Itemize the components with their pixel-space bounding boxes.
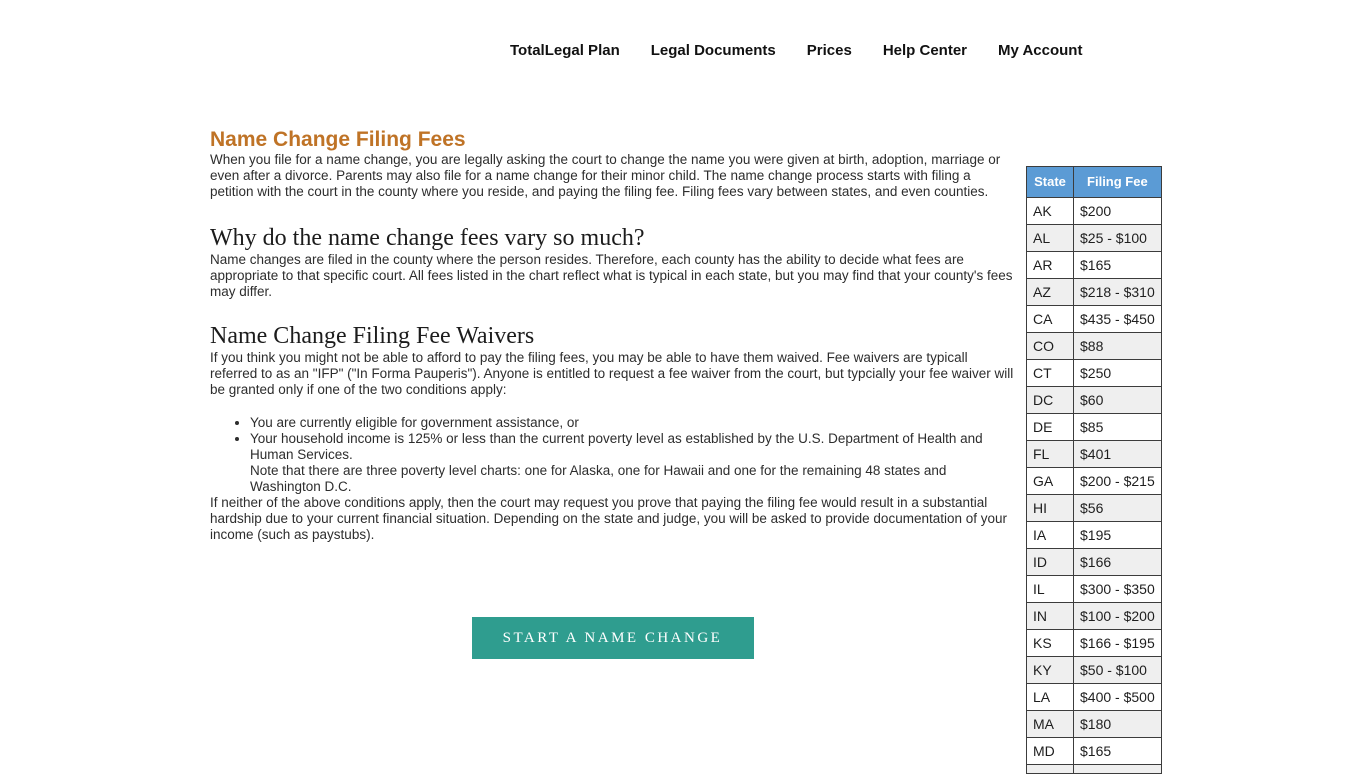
waiver-conditions-list bbox=[210, 415, 1015, 495]
table-row bbox=[1027, 198, 1162, 225]
state-cell: IA bbox=[1027, 522, 1074, 549]
state-cell: IN bbox=[1027, 603, 1074, 630]
fee-cell: $400 - $500 bbox=[1074, 684, 1162, 711]
fee-cell: $165 bbox=[1074, 252, 1162, 279]
filing-fees-table-header bbox=[1027, 167, 1162, 198]
state-cell: AR bbox=[1027, 252, 1074, 279]
table-row bbox=[1027, 360, 1162, 387]
column-header-state: State bbox=[1027, 167, 1074, 198]
table-row bbox=[1027, 387, 1162, 414]
fee-cell: $88 bbox=[1074, 333, 1162, 360]
state-cell: AZ bbox=[1027, 279, 1074, 306]
list-item-text: Your household income is 125% or less than the current poverty level as established by the U.S. Department of Health and Human Services. bbox=[250, 431, 983, 462]
table-row bbox=[1027, 414, 1162, 441]
state-cell: ID bbox=[1027, 549, 1074, 576]
fee-cell bbox=[1074, 765, 1162, 774]
state-cell: KY bbox=[1027, 657, 1074, 684]
fee-cell: $250 bbox=[1074, 360, 1162, 387]
fee-waivers-paragraph: If you think you might not be able to afford to pay the filing fees, you may be able to have them waived. Fee waivers are typicall referred to as an "IFP" ("In Forma Pauperis"). Anyone is entitled to request a fee waiver from the court, but typcially your fee waiver will be granted only if one of the two conditions apply: bbox=[210, 350, 1014, 397]
nav-link-totallegal-plan[interactable]: TotalLegal Plan bbox=[510, 42, 620, 59]
section-heading-fees-vary: Why do the name change fees vary so much? bbox=[210, 225, 645, 251]
closing-paragraph: If neither of the above conditions apply, then the court may request you prove that paying the filing fee would result in a substantial hardship due to your current financial situation. Depending on the state and judge, you will be asked to provide documentation of your income (such as paystubs). bbox=[210, 495, 1008, 542]
fees-vary-paragraph: Name changes are filed in the county where the person resides. Therefore, each county has the ability to decide what fees are appropriate to that specific court. All fees listed in the chart reflect what is typical in each state, but you may find that your county's fees may differ. bbox=[210, 252, 1013, 299]
table-row bbox=[1027, 468, 1162, 495]
state-cell: HI bbox=[1027, 495, 1074, 522]
state-cell: AK bbox=[1027, 198, 1074, 225]
table-row bbox=[1027, 495, 1162, 522]
state-cell: FL bbox=[1027, 441, 1074, 468]
table-row bbox=[1027, 657, 1162, 684]
column-header-filing-fee: Filing Fee bbox=[1074, 167, 1162, 198]
list-item: • You are currently eligible for government assistance, or bbox=[250, 415, 1015, 431]
page-title: Name Change Filing Fees bbox=[210, 128, 466, 151]
nav-link-help-center[interactable]: Help Center bbox=[882, 42, 968, 59]
state-cell bbox=[1027, 765, 1074, 774]
table-row bbox=[1027, 630, 1162, 657]
table-row bbox=[1027, 306, 1162, 333]
filing-fees-table bbox=[1026, 166, 1162, 774]
fee-cell: $166 bbox=[1074, 549, 1162, 576]
state-cell: MD bbox=[1027, 738, 1074, 765]
state-cell: CO bbox=[1027, 333, 1074, 360]
list-item-note: Note that there are three poverty level charts: one for Alaska, one for Hawaii and one for the remaining 48 states and Washington D.C. bbox=[250, 463, 947, 494]
table-row bbox=[1027, 576, 1162, 603]
state-cell: IL bbox=[1027, 576, 1074, 603]
fee-cell: $60 bbox=[1074, 387, 1162, 414]
fee-cell: $100 - $200 bbox=[1074, 603, 1162, 630]
state-cell: GA bbox=[1027, 468, 1074, 495]
state-cell: AL bbox=[1027, 225, 1074, 252]
table-row bbox=[1027, 711, 1162, 738]
fee-cell: $166 - $195 bbox=[1074, 630, 1162, 657]
state-cell: DE bbox=[1027, 414, 1074, 441]
state-cell: MA bbox=[1027, 711, 1074, 738]
table-row bbox=[1027, 225, 1162, 252]
table-row bbox=[1027, 333, 1162, 360]
fee-cell: $401 bbox=[1074, 441, 1162, 468]
state-cell: KS bbox=[1027, 630, 1074, 657]
section-heading-fee-waivers: Name Change Filing Fee Waivers bbox=[210, 323, 535, 349]
fee-cell: $300 - $350 bbox=[1074, 576, 1162, 603]
table-row bbox=[1027, 549, 1162, 576]
table-row bbox=[1027, 441, 1162, 468]
start-name-change-button[interactable]: START A NAME CHANGE bbox=[472, 617, 754, 659]
fee-cell: $200 bbox=[1074, 198, 1162, 225]
nav-link-my-account[interactable]: My Account bbox=[998, 42, 1083, 59]
table-row bbox=[1027, 279, 1162, 306]
fee-cell: $50 - $100 bbox=[1074, 657, 1162, 684]
state-cell: DC bbox=[1027, 387, 1074, 414]
fee-cell: $435 - $450 bbox=[1074, 306, 1162, 333]
state-cell: CT bbox=[1027, 360, 1074, 387]
fee-cell: $180 bbox=[1074, 711, 1162, 738]
article-content bbox=[210, 128, 1015, 659]
table-row bbox=[1027, 765, 1162, 774]
state-cell: CA bbox=[1027, 306, 1074, 333]
table-row bbox=[1027, 738, 1162, 765]
fee-cell: $165 bbox=[1074, 738, 1162, 765]
table-row bbox=[1027, 684, 1162, 711]
fee-cell: $195 bbox=[1074, 522, 1162, 549]
state-cell: LA bbox=[1027, 684, 1074, 711]
fee-cell: $56 bbox=[1074, 495, 1162, 522]
table-row bbox=[1027, 603, 1162, 630]
fee-cell: $85 bbox=[1074, 414, 1162, 441]
table-row bbox=[1027, 252, 1162, 279]
fee-cell: $218 - $310 bbox=[1074, 279, 1162, 306]
nav-link-prices[interactable]: Prices bbox=[806, 42, 852, 59]
list-item bbox=[250, 431, 1015, 495]
top-navigation bbox=[510, 42, 1082, 59]
intro-paragraph: When you file for a name change, you are legally asking the court to change the name you were given at birth, adoption, marriage or even after a divorce. Parents may also file for a name change for their minor child. The name change process starts with filing a petition with the court in the county where you reside, and paying the filing fee. Filing fees vary between states, and even counties. bbox=[210, 152, 1001, 199]
table-row bbox=[1027, 522, 1162, 549]
fee-cell: $200 - $215 bbox=[1074, 468, 1162, 495]
nav-link-legal-documents[interactable]: Legal Documents bbox=[650, 42, 776, 59]
fee-cell: $25 - $100 bbox=[1074, 225, 1162, 252]
